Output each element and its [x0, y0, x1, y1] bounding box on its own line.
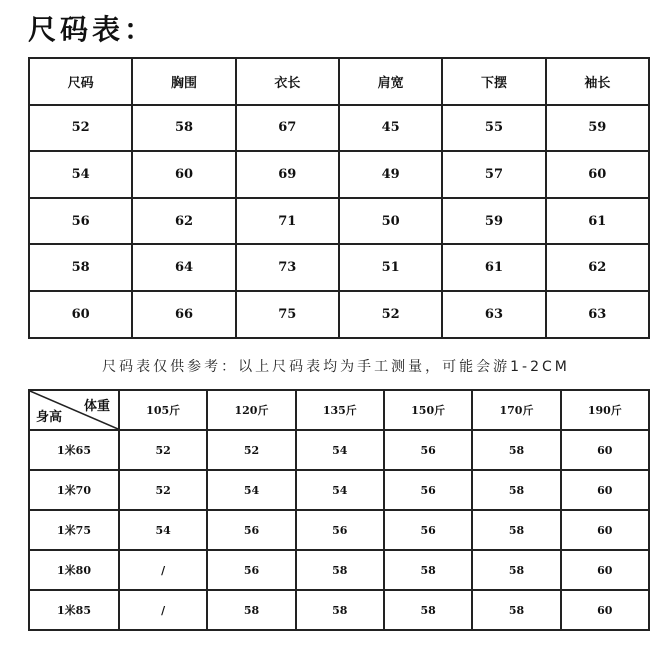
size-header-row: [29, 58, 649, 105]
table-cell: 58: [472, 430, 560, 470]
table-cell: 62: [132, 198, 235, 245]
table-cell: 56: [296, 510, 384, 550]
table-row: [29, 151, 649, 198]
table-row: [29, 430, 649, 470]
table-cell: 52: [207, 430, 295, 470]
weight-header-row: [29, 390, 649, 430]
header-cell: 衣长: [236, 58, 339, 105]
table-cell: 62: [546, 244, 649, 291]
table-cell: 67: [236, 105, 339, 152]
header-cell: 胸围: [132, 58, 235, 105]
table-cell: 71: [236, 198, 339, 245]
table-cell: 54: [296, 430, 384, 470]
table-cell: 60: [546, 151, 649, 198]
table-cell: 75: [236, 291, 339, 338]
table-cell: 56: [207, 550, 295, 590]
table-cell: 52: [339, 291, 442, 338]
table-row: [29, 105, 649, 152]
table-cell: 60: [132, 151, 235, 198]
table-cell: 69: [236, 151, 339, 198]
header-cell: 120斤: [207, 390, 295, 430]
table-cell: 64: [132, 244, 235, 291]
table-row: [29, 470, 649, 510]
table-cell: 54: [29, 151, 132, 198]
table-cell: 50: [339, 198, 442, 245]
height-cell: 1米85: [29, 590, 119, 630]
table-cell: 59: [546, 105, 649, 152]
height-axis-label: 身高: [36, 410, 63, 425]
page-title: 尺码表：: [28, 13, 157, 46]
table-cell: 58: [296, 590, 384, 630]
table-cell: 73: [236, 244, 339, 291]
table-cell: 58: [472, 470, 560, 510]
table-cell: 52: [119, 470, 207, 510]
table-cell: 58: [472, 590, 560, 630]
table-cell: 54: [296, 470, 384, 510]
table-cell: 61: [546, 198, 649, 245]
table-row: [29, 550, 649, 590]
table-cell: 56: [207, 510, 295, 550]
table-row: [29, 244, 649, 291]
table-cell: 58: [29, 244, 132, 291]
table-cell: 58: [132, 105, 235, 152]
table-cell: /: [119, 590, 207, 630]
header-cell: 下摆: [442, 58, 545, 105]
header-cell: 170斤: [472, 390, 560, 430]
table-cell: 60: [561, 510, 649, 550]
table-cell: 66: [132, 291, 235, 338]
size-chart-table: [28, 57, 650, 339]
table-cell: 60: [561, 470, 649, 510]
table-cell: 63: [546, 291, 649, 338]
header-cell: 袖长: [546, 58, 649, 105]
table-cell: 55: [442, 105, 545, 152]
table-cell: 58: [296, 550, 384, 590]
table-cell: 63: [442, 291, 545, 338]
table-cell: 58: [384, 550, 472, 590]
table-cell: 49: [339, 151, 442, 198]
table-cell: 52: [119, 430, 207, 470]
corner-cell: [29, 390, 119, 430]
table-cell: 57: [442, 151, 545, 198]
header-cell: 150斤: [384, 390, 472, 430]
table-cell: /: [119, 550, 207, 590]
height-cell: 1米80: [29, 550, 119, 590]
table-row: [29, 590, 649, 630]
disclaimer-note: 尺码表仅供参考：以上尺码表均为手工测量，可能会游1-2CM: [102, 359, 570, 375]
header-cell: 105斤: [119, 390, 207, 430]
weight-height-table: [28, 389, 650, 631]
height-cell: 1米65: [29, 430, 119, 470]
header-cell: 135斤: [296, 390, 384, 430]
table-cell: 45: [339, 105, 442, 152]
table-cell: 60: [561, 550, 649, 590]
table-cell: 51: [339, 244, 442, 291]
table-cell: 60: [561, 590, 649, 630]
table-cell: 58: [472, 550, 560, 590]
header-cell: 肩宽: [339, 58, 442, 105]
table-cell: 58: [472, 510, 560, 550]
header-cell: 尺码: [29, 58, 132, 105]
table-cell: 59: [442, 198, 545, 245]
table-cell: 52: [29, 105, 132, 152]
table-cell: 54: [119, 510, 207, 550]
height-cell: 1米75: [29, 510, 119, 550]
height-cell: 1米70: [29, 470, 119, 510]
table-cell: 56: [384, 430, 472, 470]
table-cell: 60: [561, 430, 649, 470]
table-cell: 56: [384, 510, 472, 550]
weight-axis-label: 体重: [83, 399, 110, 414]
header-cell: 190斤: [561, 390, 649, 430]
table-row: [29, 198, 649, 245]
table-cell: 60: [29, 291, 132, 338]
table-row: [29, 510, 649, 550]
table-cell: 58: [207, 590, 295, 630]
table-cell: 56: [29, 198, 132, 245]
table-cell: 54: [207, 470, 295, 510]
table-cell: 61: [442, 244, 545, 291]
table-cell: 56: [384, 470, 472, 510]
table-cell: 58: [384, 590, 472, 630]
table-row: [29, 291, 649, 338]
